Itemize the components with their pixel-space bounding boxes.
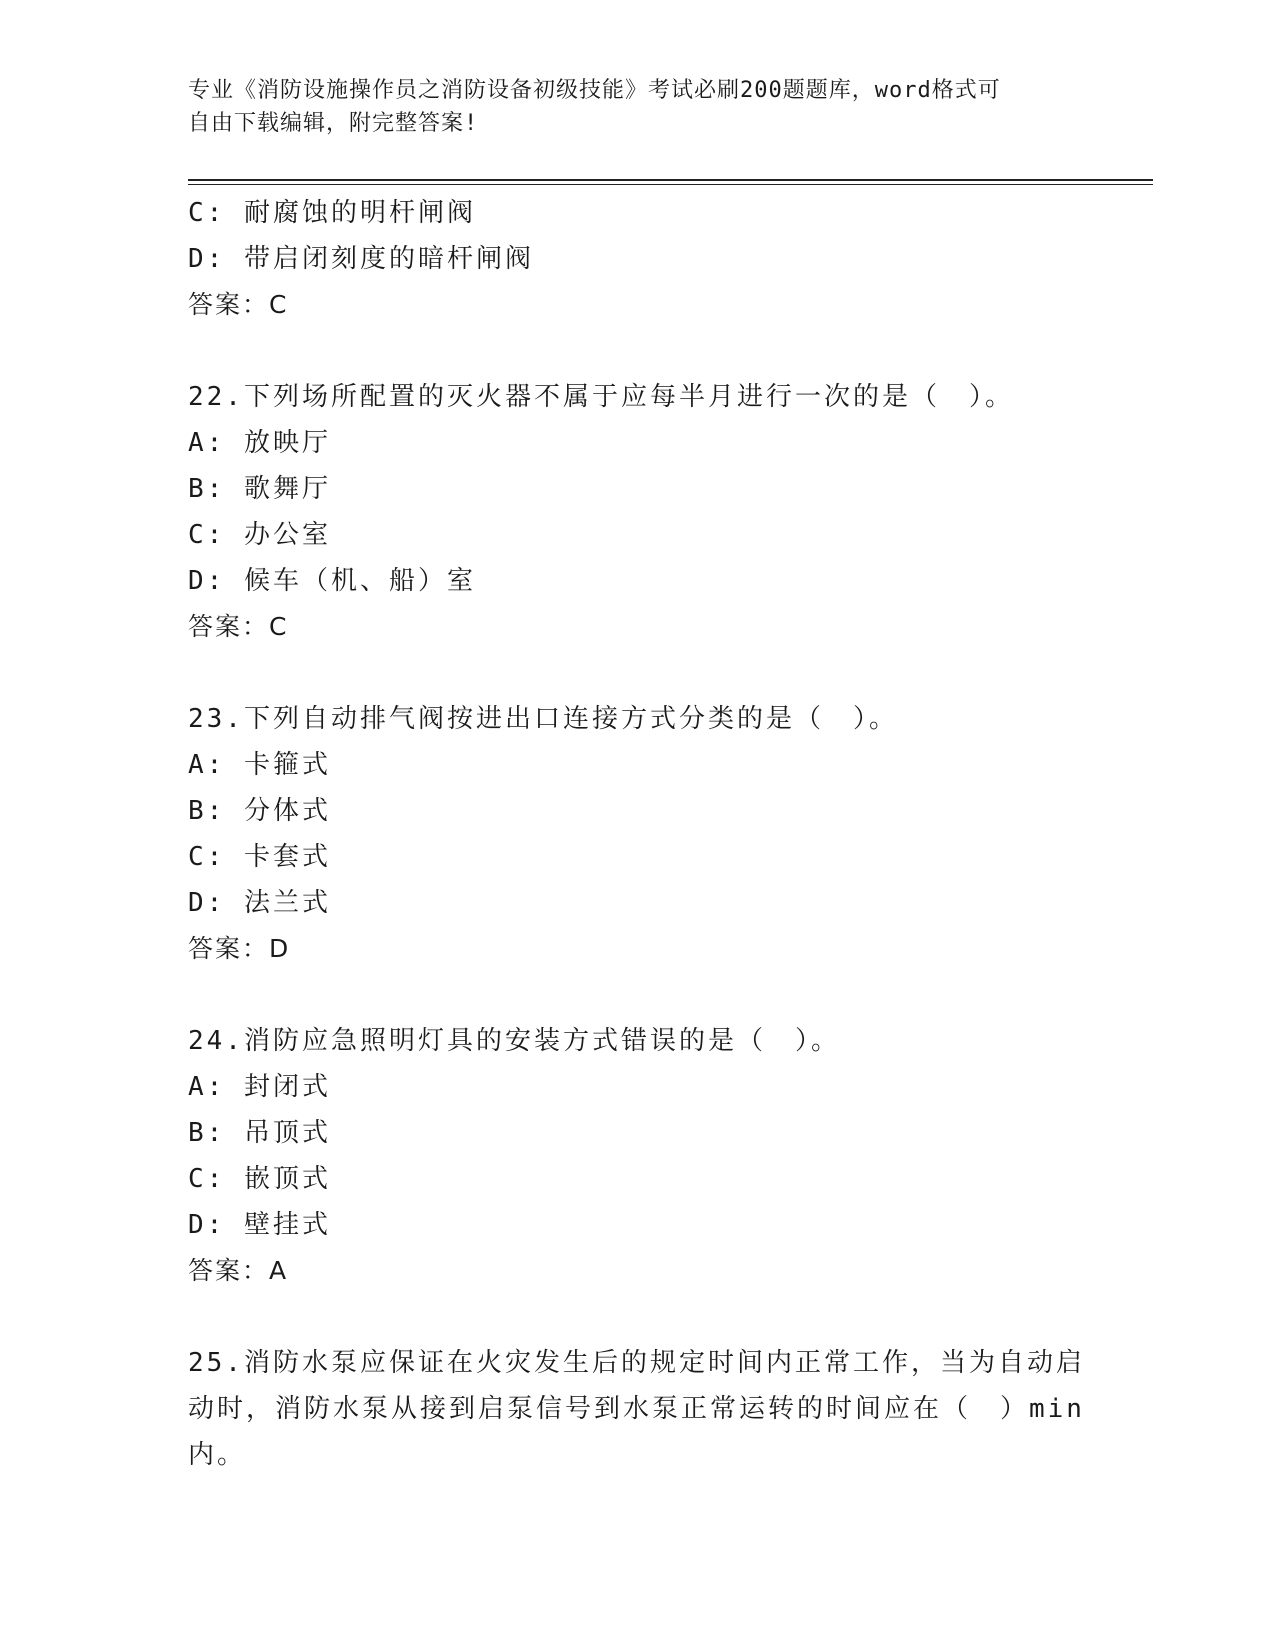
- answer-label: 答案：C: [188, 290, 289, 319]
- document-header: [188, 74, 1068, 140]
- header-divider-thick: [188, 179, 1153, 181]
- option-b: B: 分体式: [188, 796, 331, 826]
- answer-label: 答案：A: [188, 1256, 289, 1285]
- option-c: C: 耐腐蚀的明杆闸阀: [188, 198, 476, 228]
- question-text-line-2: 动时，消防水泵从接到启泵信号到水泵正常运转的时间应在（ ）min: [188, 1394, 1085, 1424]
- header-line-1: 专业《消防设施操作员之消防设备初级技能》考试必刷200题题库，word格式可: [188, 78, 1001, 103]
- question-block-25: [188, 1340, 1088, 1478]
- option-b: B: 吊顶式: [188, 1118, 331, 1148]
- header-line-2: 自由下载编辑，附完整答案!: [188, 111, 479, 136]
- question-text: 23.下列自动排气阀按进出口连接方式分类的是（ ）。: [188, 704, 898, 734]
- question-block-24: [188, 1018, 1088, 1294]
- option-b: B: 歌舞厅: [188, 474, 331, 504]
- option-d: D: 壁挂式: [188, 1210, 331, 1240]
- question-text: 22.下列场所配置的灭火器不属于应每半月进行一次的是（ ）。: [188, 382, 1014, 412]
- option-a: A: 卡箍式: [188, 750, 331, 780]
- answer-label: 答案：C: [188, 612, 289, 641]
- option-a: A: 放映厅: [188, 428, 331, 458]
- question-block-prev: [188, 190, 1088, 328]
- question-text: 24.消防应急照明灯具的安装方式错误的是（ ）。: [188, 1026, 840, 1056]
- question-text-line-1: 25.消防水泵应保证在火灾发生后的规定时间内正常工作，当为自动启: [188, 1348, 1085, 1378]
- option-c: C: 嵌顶式: [188, 1164, 331, 1194]
- answer-label: 答案：D: [188, 934, 291, 963]
- question-block-23: [188, 696, 1088, 972]
- option-d: D: 带启闭刻度的暗杆闸阀: [188, 244, 534, 274]
- question-text-line-3: 内。: [188, 1440, 247, 1470]
- header-divider-thin: [188, 184, 1153, 185]
- option-c: C: 办公室: [188, 520, 331, 550]
- question-list: [188, 190, 1088, 1478]
- option-d: D: 法兰式: [188, 888, 331, 918]
- option-d: D: 候车（机、船）室: [188, 566, 476, 596]
- option-c: C: 卡套式: [188, 842, 331, 872]
- question-block-22: [188, 374, 1088, 650]
- option-a: A: 封闭式: [188, 1072, 331, 1102]
